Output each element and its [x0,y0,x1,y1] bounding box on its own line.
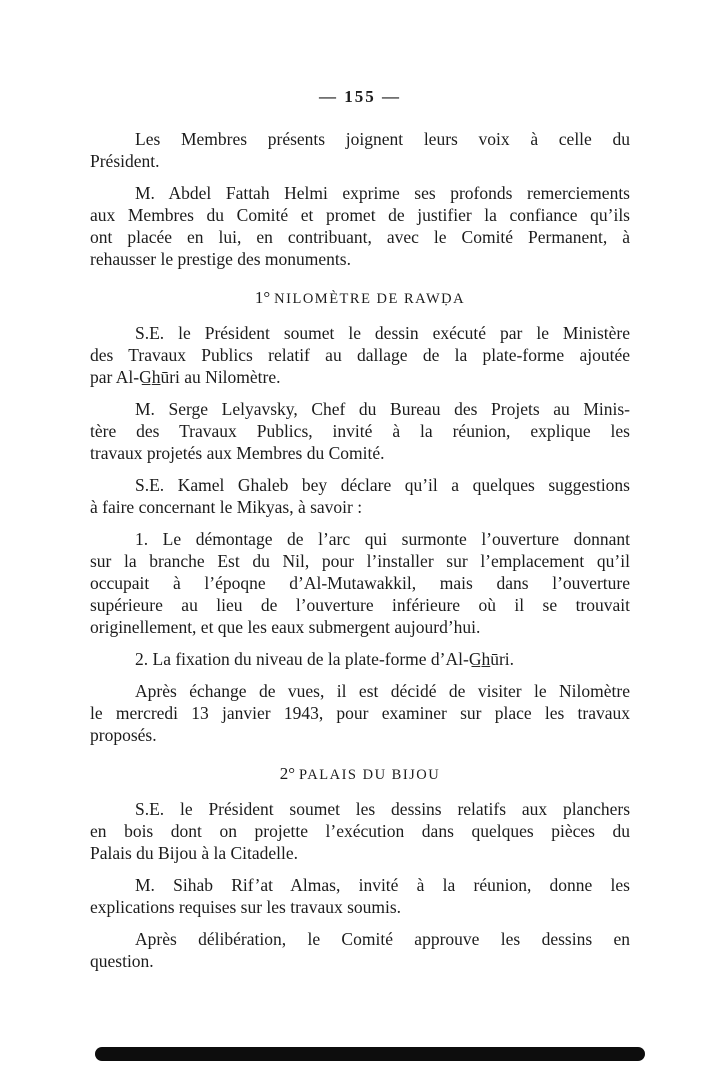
heading-palais-bijou-number: 2° [279,764,296,783]
para-planchers-bois [90,798,630,864]
text-line: proposés. [90,725,157,745]
heading-nilometre-rawda-title: NILOMÈTRE DE RAWḌA [274,291,466,307]
text-line: en bois dont on projette l’exécution dans quelques pièces du [90,821,630,841]
para-sihab-rifat [90,874,630,918]
heading-nilometre-rawda [90,288,630,308]
para-helmi-remerciements [90,182,630,270]
page-text-block [90,86,630,972]
text-line: Président. [90,151,160,171]
text-line: originellement, et que les eaux submergent aujourd’hui. [90,617,481,637]
scan-artifact-bar [95,1047,645,1061]
para-president-dessin [90,322,630,388]
text-line: 1. Le démontage de l’arc qui surmonte l’ouverture donnant [135,529,630,549]
heading-nilometre-rawda-number: 1° [254,288,271,307]
para-visite-nilometre [90,680,630,746]
text-line: Les Membres présents joignent leurs voix à celle du [135,129,630,149]
text-line: travaux projetés aux Membres du Comité. [90,443,385,463]
text-line: sur la branche Est du Nil, pour l’installer sur l’emplacement qu’il [90,551,630,571]
list-item-2-fixation [90,648,630,670]
para-kamel-ghaleb [90,474,630,518]
text-line: rehausser le prestige des monuments. [90,249,351,269]
text-line: explications requises sur les travaux soumis. [90,897,402,917]
text-line: supérieure au lieu de l’ouverture inférieure où il se trouvait [90,595,630,615]
text-line: aux Membres du Comité et promet de justifier la confiance qu’ils [90,205,630,225]
text-line: question. [90,951,154,971]
text-line: S.E. le Président soumet les dessins relatifs aux planchers [135,799,630,819]
page-content [90,128,630,972]
text-line: tère des Travaux Publics, invité à la réunion, explique les [90,421,630,441]
text-line: S.E. le Président soumet le dessin exécuté par le Ministère [135,323,630,343]
para-approbation [90,928,630,972]
text-line: Palais du Bijou à la Citadelle. [90,843,299,863]
text-line: S.E. Kamel Ghaleb bey déclare qu’il a quelques suggestions [135,475,630,495]
heading-palais-bijou-title: PALAIS DU BIJOU [299,767,441,783]
text-line: Après échange de vues, il est décidé de visiter le Nilomètre [135,681,630,701]
text-line: ont placée en lui, en contribuant, avec le Comité Permanent, à [90,227,630,247]
text-line: à faire concernant le Mikyas, à savoir : [90,497,363,517]
text-line: M. Serge Lelyavsky, Chef du Bureau des Projets au Minis- [135,399,630,419]
text-line: le mercredi 13 janvier 1943, pour examiner sur place les travaux [90,703,630,723]
page-number: — 155 — [319,87,401,106]
text-line: des Travaux Publics relatif au dallage de la plate-forme ajoutée [90,345,630,365]
text-line: par Al-G̲h̲ūri au Nilomètre. [90,367,281,387]
text-line: Après délibération, le Comité approuve les dessins en [135,929,630,949]
text-line: 2. La fixation du niveau de la plate-forme d’Al-G̲h̲ūri. [135,649,515,669]
list-item-1-demontage [90,528,630,638]
heading-palais-bijou [90,764,630,784]
para-membres-voix [90,128,630,172]
text-line: M. Abdel Fattah Helmi exprime ses profonds remerciements [135,183,630,203]
text-line: occupait à l’époqne d’Al-Mutawakkil, mais dans l’ouverture [90,573,630,593]
para-lelyavsky [90,398,630,464]
text-line: M. Sihab Rif’at Almas, invité à la réunion, donne les [135,875,630,895]
